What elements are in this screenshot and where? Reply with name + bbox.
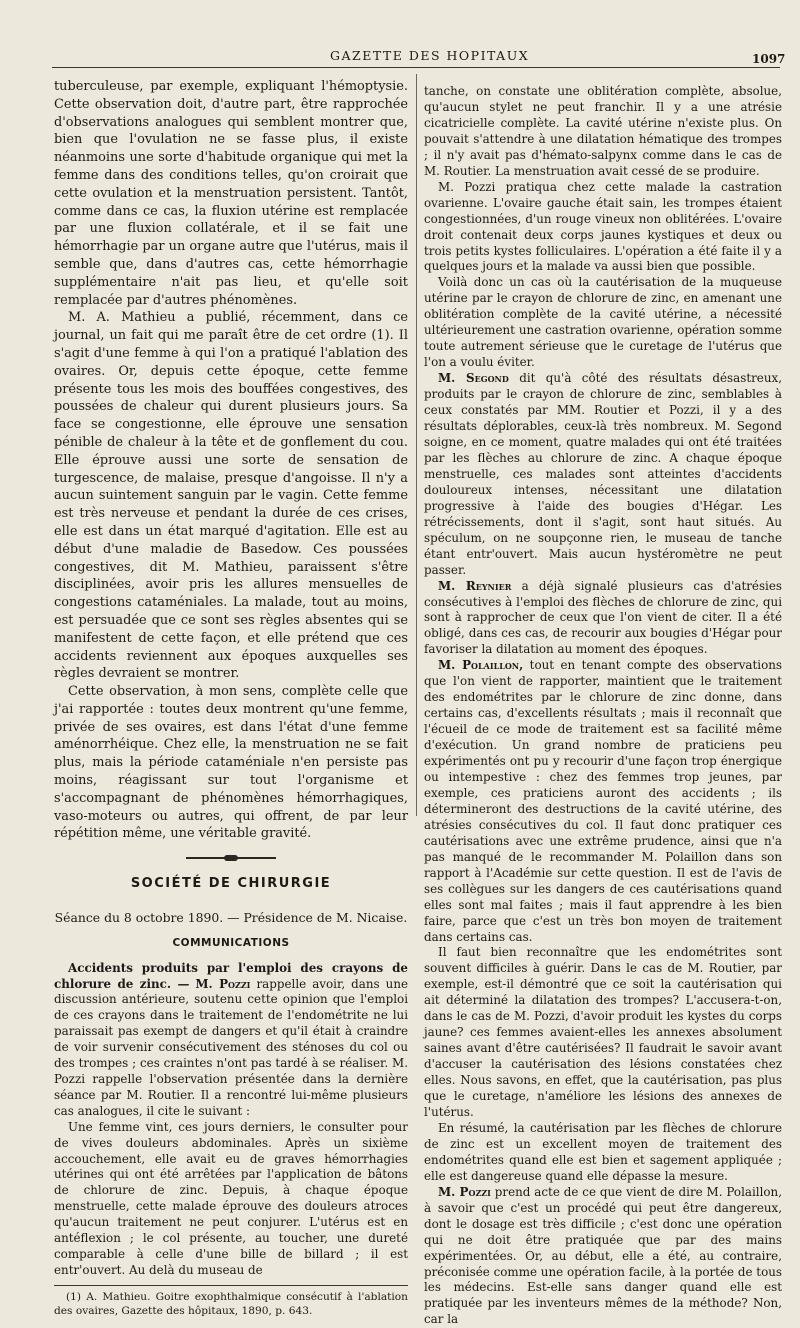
article-title: Accidents produits par l'emploi des crayons de chlorure de zinc. — <box>54 960 408 991</box>
running-header <box>0 46 800 66</box>
paragraph: Voilà donc un cas où la cautérisation de la muqueuse utérine par le crayon de chlorure de zinc, en amenant une oblitération complète de la cavité utérine, a nécessité ultérieurement une castration ovarienne, opération somme toute autrement sérieuse que le curetage de l'utérus que l'on a voulu éviter. <box>424 275 782 370</box>
speaker-name: M. Pozzi <box>438 1184 491 1199</box>
paragraph: Il faut bien reconnaître que les endométrites sont souvent difficiles à guérir. Dans le cas de M. Routier, par exemple, est-il démontré que ce soit la cautérisation qui ait déterminé la dilatation des trompes? L'accusera-t-on, dans le cas de M. Pozzi, d'avoir produit les kystes du corps jaune? ces femmes avaient-elles les annexes absolument saines avant d'être cautérisées? Il faudrait le savoir avant d'accuser la cautérisation des lésions constatées chez elles. Nous savons, en effet, que la cautérisation, pas plus que le curetage, n'améliore les lésions des annexes de l'utérus. <box>424 945 782 1119</box>
paragraph <box>424 579 782 659</box>
footnote: (1) A. Mathieu. Goitre exophthalmique consécutif à l'ablation des ovaires, Gazette des hôpitaux, 1890, p. 643. <box>54 1290 408 1317</box>
right-column <box>424 84 782 1328</box>
paragraph-text: dit qu'à côté des résultats désastreux, produits par le crayon de chlorure de zinc, semblables à ceux constatés par MM. Routier et Pozzi, il y a des résultats déplorables, ceux-là très nombreux. M. Segond soigne, en ce moment, quatre malades qui ont été traitées par les flèches au chlorure de zinc. A chaque époque menstruelle, ces malades sont atteintes d'accidents douloureux intenses, nécessitant une dilatation progressive à l'aide des bougies d'Hégar. Les rétrécissements, dont il s'agit, sont haut situés. Au spéculum, on ne soupçonne rien, le museau de tanche étant entr'ouvert. Mais aucun hystéromètre ne peut passer. <box>424 371 782 577</box>
paragraph: tanche, on constate une oblitération complète, absolue, qu'aucun stylet ne peut franchir. Il y a une atrésie cicatricielle complète. La cavité utérine n'existe plus. On pouvait s'attendre à une dilatation hématique des trompes ; il n'y avait pas d'hémato-salpynx comme dans le cas de M. Routier. La menstruation avait cessé de se produire. <box>424 84 782 178</box>
page-number: 1097 <box>752 52 786 66</box>
paragraph: M. Pozzi pratiqua chez cette malade la castration ovarienne. L'ovaire gauche était sain, les trompes étaient congestionnées, d'un rouge vineux non oblitérées. L'ovaire droit contenait deux corps jaunes kystiques et deux ou trois petits kystes folliculaires. L'opération a été faite il y a quelques jours et la malade va aussi bien que possible. <box>424 179 782 274</box>
speaker-name: M. Polaillon, <box>438 658 524 673</box>
paragraph: Cette observation, à mon sens, complète celle que j'ai rapportée : toutes deux montrent qu'une femme, privée de ses ovaires, est dans l'état d'une femme aménorrhéique. Chez elle, la menstruation ne se fait plus, mais la période cataméniale n'en persiste pas moins, réagissant sur tout l'organisme et s'accompagnant de phénomènes hémorrhagiques, vaso-moteurs ou autres, qui offrent, de par leur répétition même, une véritable gravité. <box>54 684 408 842</box>
speaker-name: M. Reynier <box>438 578 512 593</box>
session-line: Séance du 8 octobre 1890. — Présidence de M. Nicaise. <box>54 910 408 926</box>
paragraph <box>54 961 408 1120</box>
column-divider <box>416 74 417 816</box>
paragraph: tuberculeuse, par exemple, expliquant l'hémoptysie. Cette observation doit, d'autre part, être rapprochée d'observations analogues qui semblent montrer que, bien que l'ovulation ne se fasse plus, il existe néanmoins une sorte d'habitude organique qui met la femme dans des conditions telles, qu'on croirait que cette ovulation et la menstruation persistent. Tantôt, comme dans ce cas, la fluxion utérine est remplacée par une fluxion collatérale, et il se fait une hémorrhagie par un organe autre que l'utérus, mais il semble que, dans d'autres cas, cette hémorrhagie supplémentaire n'ait pas lieu, et qu'elle soit remplacée par d'autres phénomènes. <box>54 79 408 308</box>
paragraph-text: prend acte de ce que vient de dire M. Polaillon, à savoir que c'est un procédé qui peut être dangereux, dont le dosage est très difficile ; c'est donc une opération qui ne doit être pratiquée que par des mains expérimentées. Or, au début, elle a été, au contraire, préconisée comme une opération facile, à la portée de tous les médecins. Est-elle sans danger quand elle est pratiquée par les inventeurs mêmes de la méthode? Non, car la <box>424 1184 782 1327</box>
speaker-name: M. Pozzi <box>195 976 251 991</box>
paragraph: Une femme vint, ces jours derniers, le consulter pour de vives douleurs abdominales. Après un sixième accouchement, elle avait eu de graves hémorrhagies utérines qui ont été arrêtées par l'application de bâtons de chlorure de zinc. Depuis, à chaque époque menstruelle, cette malade éprouve des douleurs atroces qu'aucun traitement ne peut conjurer. L'utérus est en antéflexion ; le col présente, au toucher, une dureté comparable à celle d'une bille de billard ; il est entr'ouvert. Au delà du museau de <box>54 1119 408 1277</box>
paragraph-text: a déjà signalé plusieurs cas d'atrésies consécutives à l'emploi des flèches de chlorure de zinc, qui sont à rapprocher de ceux que l'on vient de citer. Il a été obligé, dans ces cas, de recourir aux bougies d'Hégar pour favoriser la dilatation au moment des époques. <box>424 578 782 657</box>
paragraph: En résumé, la cautérisation par les flèches de chlorure de zinc est un excellent moyen de traitement des endométrites quand elle est bien et sagement appliquée ; elle est dangereuse quand elle dépasse la mesure. <box>424 1120 782 1183</box>
running-title: GAZETTE DES HOPITAUX <box>330 48 530 63</box>
paragraph <box>424 1185 782 1328</box>
paragraph: M. A. Mathieu a publié, récemment, dans ce journal, un fait qui me paraît être de cet ordre (1). Il s'agit d'une femme à qui l'on a pratiqué l'ablation des ovaires. Or, depuis cette époque, cette femme présente tous les mois des bouffées congestives, des poussées de chaleur qui durent plusieurs jours. Sa face se congestionne, elle éprouve une sensation pénible de chaleur à la tête et de gonflement du cou. Elle éprouve aussi une sorte de sensation de turgescence, de malaise, presque d'angoisse. Il n'y a aucun suintement sanguin par le vagin. Cette femme est très nerveuse et pendant la durée de ces crises, elle est dans un état marqué d'agitation. Elle est au début d'une maladie de Basedow. Ces poussées congestives, dit M. Mathieu, paraissent s'être disciplinées, avoir pris les allures mensuelles de congestions cataméniales. La malade, tout au moins, est persuadée que ce sont ses règles absentes qui se manifestent de cette façon, et elle prétend que ces accidents reviennent aux époques auxquelles ses règles devraient se montrer. <box>54 310 408 682</box>
header-rule <box>52 67 780 68</box>
left-column <box>54 78 408 1318</box>
section-title: SOCIÉTÉ DE CHIRURGIE <box>130 876 332 892</box>
paragraph-text: rappelle avoir, dans une discussion antérieure, soutenu cette opinion que l'emploi de ces crayons dans le traitement de l'endométrite ne lui paraissait pas exempt de dangers et qu'il était à craindre de voir survenir consécutivement des sténoses du col ou des trompes ; ces craintes n'ont pas tardé à se réaliser. M. Pozzi rappelle l'observation présentée dans la dernière séance par M. Routier. Il a rencontré lui-même plusieurs cas analogues, il cite le suivant : <box>54 976 409 1118</box>
paragraph <box>424 658 782 945</box>
communications-heading: COMMUNICATIONS <box>172 936 290 949</box>
section-divider-ornament <box>186 855 276 861</box>
paragraph <box>424 371 782 578</box>
paragraph-text: tout en tenant compte des observations que l'on vient de rapporter, maintient que le traitement des endométrites par le chlorure de zinc donne, dans certains cas, d'excellents résultats ; mais il reconnaît que l'écueil de ce mode de traitement est sa facilité même d'exécution. Un grand nombre de praticiens peu expérimentés ont pu y recourir d'une façon trop énergique ou intempestive : chez des femmes trop jeunes, par exemple, ces praticiens auront des accidents ; ils détermineront des destructions de la cavité utérine, des atrésies consécutives du col. Il faut donc pratiquer ces cautérisations avec une extrême prudence, ainsi que n'a pas manqué de le recommander M. Polaillon dans son rapport à l'Académie sur cette question. Il est de l'avis de ses collègues sur les dangers de ces cautérisations quand elles sont mal faites ; mais il faut apprendre à les bien faire, parce que c'est un très bon moyen de traitement dans certains cas. <box>424 658 783 944</box>
footnote-rule <box>54 1285 408 1286</box>
speaker-name: M. Segond <box>438 371 509 386</box>
